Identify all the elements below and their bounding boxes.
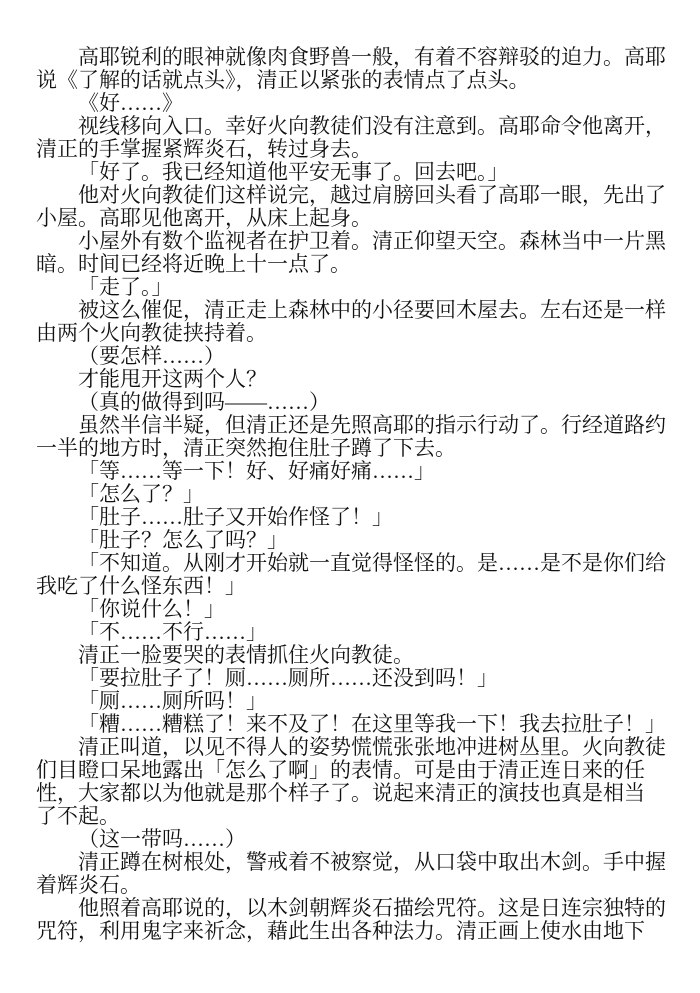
paragraph-first-line: 清正一脸要哭的表情抓住火向教徒。 <box>78 643 414 667</box>
paragraph-first-line: （真的做得到吗——……） <box>78 390 330 414</box>
paragraph-first-line: 《好……》 <box>78 91 183 115</box>
paragraph-line: 清正的手掌握紧辉炎石，转过身去。 <box>36 137 372 161</box>
paragraph-first-line: 清正蹲在树根处，警戒着不被察觉，从口袋中取出木剑。手中握 <box>78 850 666 874</box>
paragraph-first-line: （要怎样……） <box>78 344 225 368</box>
paragraph-first-line: 「你说什么！」 <box>78 597 225 621</box>
paragraph-first-line: 高耶锐利的眼神就像肉食野兽一般，有着不容辩驳的迫力。高耶 <box>78 45 666 69</box>
paragraph-first-line: 他对火向教徒们这样说完，越过肩膀回头看了高耶一眼，先出了 <box>78 183 666 207</box>
paragraph-first-line: 「怎么了？」 <box>78 482 204 506</box>
paragraph-line: 说《了解的话就点头》，清正以紧张的表情点了点头。 <box>36 68 530 92</box>
paragraph-line: 暗。时间已经将近晚上十一点了。 <box>36 252 351 276</box>
paragraph-first-line: 「厕……厕所吗！」 <box>78 689 267 713</box>
paragraph-first-line: 他照着高耶说的，以木剑朝辉炎石描绘咒符。这是日连宗独特的 <box>78 896 666 920</box>
paragraph-first-line: 视线移向入口。幸好火向教徒们没有注意到。高耶命令他离开， <box>78 114 666 138</box>
paragraph-first-line: （这一带吗……） <box>78 827 246 851</box>
paragraph-line: 着辉炎石。 <box>36 873 141 897</box>
paragraph-line: 们目瞪口呆地露出「怎么了啊」的表情。可是由于清正连日来的任 <box>36 758 645 782</box>
paragraph-first-line: 小屋外有数个监视者在护卫着。清正仰望天空。森林当中一片黑 <box>78 229 666 253</box>
paragraph-first-line: 清正叫道，以见不得人的姿势慌慌张张地冲进树丛里。火向教徒 <box>78 735 666 759</box>
paragraph-first-line: 虽然半信半疑，但清正还是先照高耶的指示行动了。行经道路约 <box>78 413 666 437</box>
paragraph-first-line: 才能甩开这两个人？ <box>78 367 267 391</box>
paragraph-first-line: 「等……等一下！好、好痛好痛……」 <box>78 459 435 483</box>
paragraph-line: 由两个火向教徒挟持着。 <box>36 321 267 345</box>
paragraph-line: 性，大家都以为他就是那个样子了。说起来清正的演技也真是相当 <box>36 781 645 805</box>
paragraph-first-line: 被这么催促，清正走上森林中的小径要回木屋去。左右还是一样 <box>78 298 666 322</box>
paragraph-line: 了不起。 <box>36 804 120 828</box>
paragraph-line: 咒符，利用鬼字来祈念，藉此生出各种法力。清正画上使水由地下 <box>36 919 645 943</box>
paragraph-first-line: 「要拉肚子了！厕……厕所……还没到吗！」 <box>78 666 498 690</box>
text-block <box>36 46 666 943</box>
paragraph-first-line: 「走了。」 <box>78 275 173 299</box>
paragraph-line: 我吃了什么怪东西！」 <box>36 574 246 598</box>
paragraph-line: 小屋。高耶见他离开，从床上起身。 <box>36 206 372 230</box>
paragraph-first-line: 「好了。我已经知道他平安无事了。回去吧。」 <box>78 160 509 184</box>
paragraph-first-line: 「肚子……肚子又开始作怪了！」 <box>78 505 393 529</box>
paragraph-line: 一半的地方时，清正突然抱住肚子蹲了下去。 <box>36 436 456 460</box>
paragraph-first-line: 「糟……糟糕了！来不及了！在这里等我一下！我去拉肚子！」 <box>78 712 666 736</box>
paragraph-first-line: 「不知道。从刚才开始就一直觉得怪怪的。是……是不是你们给 <box>78 551 666 575</box>
paragraph-first-line: 「肚子？怎么了吗？」 <box>78 528 288 552</box>
paragraph-first-line: 「不……不行……」 <box>78 620 267 644</box>
